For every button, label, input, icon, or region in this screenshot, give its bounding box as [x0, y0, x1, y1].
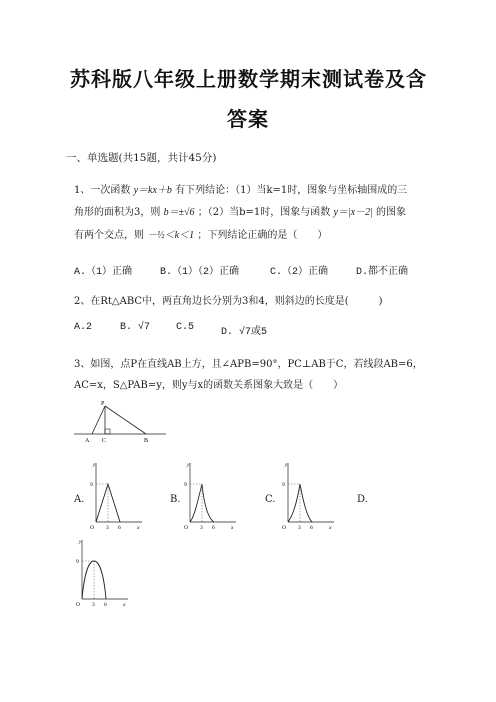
- q3-line1: 3、如图，点P在直线AB上方，且∠APB=90°，PC⊥AB于C，若线段AB=6，: [74, 359, 423, 370]
- graph-b-x-label: x: [231, 525, 234, 530]
- graph-a-six: 6: [118, 525, 121, 530]
- q1-line2-prefix: 角形的面积为3，则: [74, 207, 161, 218]
- q3-option-a-label[interactable]: A.: [74, 494, 85, 505]
- graph-c-y-label: y: [285, 462, 288, 468]
- section-heading: 一、单选题(共15题，共计45分): [66, 152, 217, 164]
- q1-formula: y＝kx＋b: [133, 185, 172, 196]
- label-b: B: [144, 438, 149, 444]
- graph-b-nine: 9: [184, 482, 187, 488]
- graph-d-x-label: x: [123, 602, 126, 607]
- q1-line3-suffix: ；下列结论正确的是（ ）: [197, 230, 328, 241]
- graph-b-y-label: y: [187, 462, 190, 468]
- q1-line2-mid: ；（2）当b=1时，图象与函数: [197, 207, 331, 218]
- graph-c[interactable]: [278, 460, 338, 530]
- graph-a-origin: O: [90, 525, 94, 530]
- q3-option-c-label[interactable]: C.: [265, 494, 276, 505]
- q1-prefix: 1、一次函数: [74, 185, 131, 196]
- right-angle-mark: [105, 429, 110, 434]
- q1-option-d[interactable]: D.都不正确: [356, 267, 409, 278]
- graph-d-nine: 9: [76, 559, 79, 565]
- q3-option-d-label[interactable]: D.: [357, 494, 368, 505]
- graph-c-origin: O: [282, 525, 286, 530]
- q2-option-d[interactable]: D. √7或5: [221, 327, 268, 338]
- graph-d-y-label: y: [79, 539, 82, 545]
- graph-c-three: 3: [298, 525, 301, 530]
- label-c: C: [102, 438, 107, 444]
- q1-option-c[interactable]: C.（2）正确: [270, 267, 329, 278]
- q1-line3-prefix: 有两个交点，则: [74, 230, 144, 241]
- q1-line1: [74, 181, 407, 196]
- graph-a-y-label: y: [93, 462, 96, 468]
- label-a: A: [85, 438, 90, 444]
- q1-option-b[interactable]: B.（1）（2）正确: [160, 267, 240, 278]
- graph-a[interactable]: [86, 460, 146, 530]
- q1-formula-k: －½＜k＜1: [147, 230, 195, 241]
- graph-a-three: 3: [106, 525, 109, 530]
- q2-option-c[interactable]: C.5: [176, 322, 195, 333]
- graph-a-x-label: x: [137, 525, 140, 530]
- segment-pa: [92, 406, 105, 434]
- graph-a-nine: 9: [90, 482, 93, 488]
- graph-d-origin: O: [76, 602, 80, 607]
- document-title-line2: 答案: [227, 107, 269, 131]
- graph-b-three: 3: [200, 525, 203, 530]
- graph-d-three: 3: [92, 602, 95, 607]
- segment-pb: [105, 406, 146, 434]
- q1-line3: [74, 226, 327, 241]
- triangle-figure: [70, 398, 170, 446]
- q2-option-a[interactable]: A.2: [74, 322, 93, 333]
- q1-line1-suffix: 有下列结论：（1）当k=1时，图象与坐标轴围成的三: [175, 185, 408, 196]
- graph-b-six: 6: [212, 525, 215, 530]
- document-title-line1: 苏科版八年级上册数学期末测试卷及含: [70, 67, 427, 91]
- q1-option-a[interactable]: A.（1）正确: [74, 267, 133, 278]
- graph-b[interactable]: [180, 460, 240, 530]
- q1-formula-abs: y＝|x－2|: [333, 207, 373, 218]
- graph-d[interactable]: [72, 537, 132, 607]
- graph-d-six: 6: [104, 602, 107, 607]
- q3-line2: AC=x，S△PAB=y，则y与x的函数关系图象大致是（ ）: [74, 380, 344, 391]
- graph-c-x-label: x: [329, 525, 332, 530]
- graph-c-nine: 9: [282, 482, 285, 488]
- q2-text: 2、在Rt△ABC中，两直角边长分别为3和4，则斜边的长度是( ): [74, 296, 383, 307]
- label-p: P: [101, 401, 105, 407]
- q1-formula-b: b＝±√6: [163, 207, 195, 218]
- graph-c-six: 6: [310, 525, 313, 530]
- q2-option-b[interactable]: B. √7: [120, 322, 151, 333]
- q3-option-b-label[interactable]: B.: [170, 494, 181, 505]
- q1-line2: [74, 203, 406, 218]
- q1-line2-suffix: 的图象: [376, 207, 406, 218]
- graph-b-origin: O: [184, 525, 188, 530]
